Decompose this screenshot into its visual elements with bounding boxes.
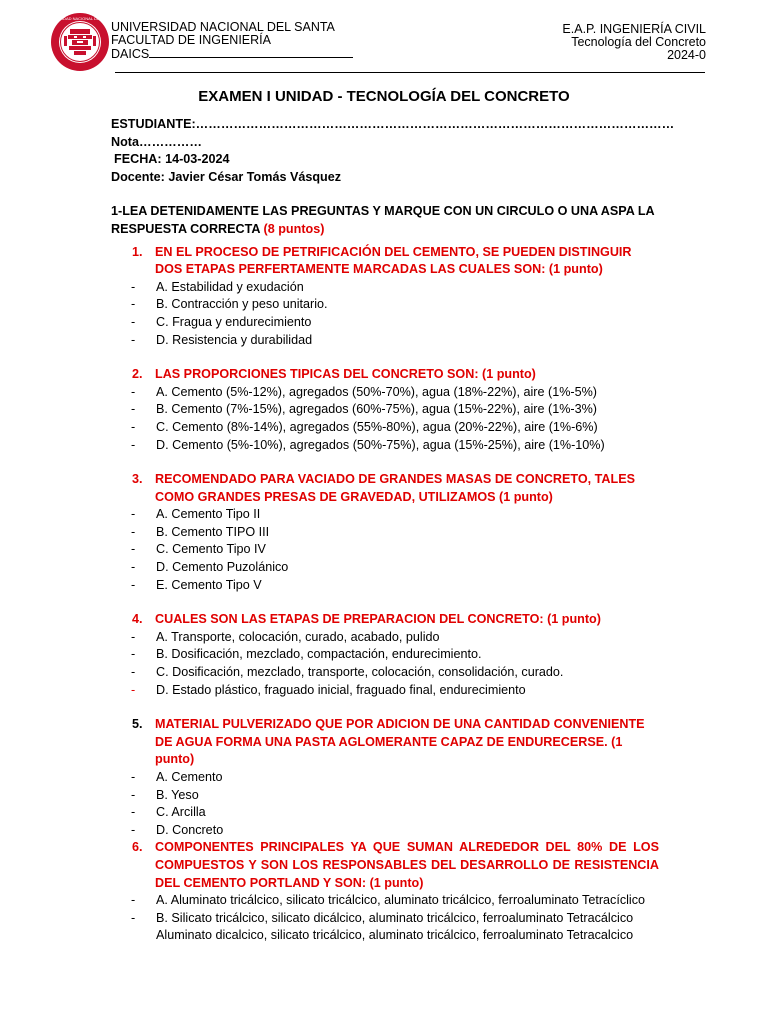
option: - C. Dosificación, mezclado, transporte, colocación, consolidación, curado. <box>131 664 659 682</box>
option-text: B. Silicato tricálcico, silicato dicálcico, aluminato tricálcico, ferroaluminato Tetracálcico Aluminato dicalcico, silicato tricálcico, aluminato tricálcico, ferroaluminato Tetracalcico <box>156 910 634 943</box>
section-instructions <box>111 203 659 238</box>
option-text: C. Dosificación, mezclado, transporte, colocación, consolidación, curado. <box>156 665 564 680</box>
option: - E. Cemento Tipo V <box>131 577 659 595</box>
option: - A. Aluminato tricálcico, silicato tricálcico, aluminato tricálcico, ferroaluminato Tetracíclico <box>131 892 659 910</box>
option-text: A. Cemento (5%-12%), agregados (50%-70%), agua (18%-22%), aire (1%-5%) <box>156 384 597 399</box>
option: - A. Estabilidad y exudación <box>131 279 659 297</box>
question-5 <box>111 716 659 769</box>
question-text: EN EL PROCESO DE PETRIFICACIÓN DEL CEMENTO, SE PUEDEN DISTINGUIR DOS ETAPAS PERFERTAMENTE MARCADAS LAS CUALES SON: (1 punto) <box>155 244 632 277</box>
option: - A. Cemento Tipo II <box>131 506 659 524</box>
school-name: E.A.P. INGENIERÍA CIVIL <box>562 22 706 36</box>
question-6 <box>111 839 659 892</box>
question-text: MATERIAL PULVERIZADO QUE POR ADICION DE UNA CANTIDAD CONVENIENTE DE AGUA FORMA UNA PASTA AGLOMERANTE CAPAZ DE ENDURECERSE. (1 punto) <box>155 717 645 767</box>
course-name: Tecnología del Concreto <box>571 35 706 49</box>
option: - A. Cemento (5%-12%), agregados (50%-70%), agua (18%-22%), aire (1%-5%) <box>131 384 659 402</box>
question-number: 3. <box>132 472 143 487</box>
option: - D. Cemento (5%-10%), agregados (50%-75%), agua (15%-25%), aire (1%-10%) <box>131 437 659 455</box>
option-text: B. Yeso <box>156 787 199 802</box>
option-text: D. Estado plástico, fraguado inicial, fraguado final, endurecimiento <box>156 682 526 697</box>
question-text: CUALES SON LAS ETAPAS DE PREPARACION DEL CONCRETO: (1 punto) <box>155 612 601 627</box>
question-text: RECOMENDADO PARA VACIADO DE GRANDES MASAS DE CONCRETO, TALES COMO GRANDES PRESAS DE GRAVEDAD, UTILIZAMOS (1 punto) <box>155 472 635 504</box>
faculty-name: FACULTAD DE INGENIERÍA <box>111 33 271 47</box>
header-institution <box>111 21 353 61</box>
option: - B. Cemento (7%-15%), agregados (60%-75%), agua (15%-22%), aire (1%-3%) <box>131 401 659 419</box>
question-number: 6. <box>132 840 143 855</box>
option-text: D. Cemento (5%-10%), agregados (50%-75%), agua (15%-25%), aire (1%-10%) <box>156 437 605 452</box>
option-text: A. Cemento <box>156 770 223 784</box>
option-text: D. Cemento Puzolánico <box>156 560 289 575</box>
option-text: B. Cemento TIPO III <box>156 524 270 539</box>
option: - D. Concreto <box>131 822 659 840</box>
option: - B. Cemento TIPO III <box>131 524 659 542</box>
exam-title: EXAMEN I UNIDAD - TECNOLOGÍA DEL CONCRETO <box>198 88 570 105</box>
option: - B. Yeso <box>131 787 659 805</box>
option-text: C. Cemento (8%-14%), agregados (55%-80%), agua (20%-22%), aire (1%-6%) <box>156 419 598 434</box>
option: - A. Transporte, colocación, curado, acabado, pulido <box>131 629 659 647</box>
exam-body <box>111 116 675 945</box>
question-number: 1. <box>132 244 143 259</box>
section-text: 1-LEA DETENIDAMENTE LAS PREGUNTAS Y MARQUE CON UN CIRCULO O UNA ASPA LA RESPUESTA CORRECTA <box>111 204 655 236</box>
option-text: A. Transporte, colocación, curado, acabado, pulido <box>156 629 440 644</box>
department-name: DAICS <box>111 47 150 61</box>
question-1 <box>111 244 659 279</box>
header-course <box>562 23 706 62</box>
student-line: ESTUDIANTE:…………………………………………………………………………………………………… Nota…………… <box>111 117 675 149</box>
option: - B. Dosificación, mezclado, compactación, endurecimiento. <box>131 646 659 664</box>
department-underline <box>149 47 353 58</box>
university-seal-icon <box>44 12 116 72</box>
option-text: A. Estabilidad y exudación <box>156 279 304 294</box>
question-text: COMPONENTES PRINCIPALES YA QUE SUMAN ALREDEDOR DEL 80% DE LOS COMPUESTOS Y SON LOS RESPONSABLES DEL DESARROLLO DE RESISTENCIA DEL CEMENTO PORTLAND Y SON: (1 punto) <box>155 840 659 890</box>
question-4 <box>111 611 659 629</box>
option-text: A. Cemento Tipo II <box>156 507 261 522</box>
option-text: A. Aluminato tricálcico, silicato tricálcico, aluminato tricálcico, ferroaluminato Tetracíclico <box>156 893 646 908</box>
option: - B. Silicato tricálcico, silicato dicálcico, aluminato tricálcico, ferroaluminato Tetracálcico Aluminato dicalcico, silicato tricálcico, aluminato tricálcico, ferroaluminato Tetracalcico <box>131 910 659 945</box>
option: - B. Contracción y peso unitario. <box>131 296 659 314</box>
option: - D. Estado plástico, fraguado inicial, fraguado final, endurecimiento <box>131 682 659 700</box>
question-number: 5. <box>132 717 143 732</box>
option-text: D. Concreto <box>156 822 224 837</box>
option-text: C. Cemento Tipo IV <box>156 542 266 557</box>
option-text: E. Cemento Tipo V <box>156 577 262 592</box>
option: - C. Cemento (8%-14%), agregados (55%-80%), agua (20%-22%), aire (1%-6%) <box>131 419 659 437</box>
section-points: (8 puntos) <box>263 221 325 236</box>
teacher-line: Docente: Javier César Tomás Vásquez <box>111 169 342 184</box>
date-line: FECHA: 14-03-2024 <box>114 152 230 167</box>
question-number: 4. <box>132 612 143 627</box>
question-text: LAS PROPORCIONES TIPICAS DEL CONCRETO SON: (1 punto) <box>155 367 536 382</box>
option: - C. Arcilla <box>131 804 659 822</box>
option: - C. Cemento Tipo IV <box>131 541 659 559</box>
svg-text:UNIVERSIDAD NACIONAL DEL SANTA: UNIVERSIDAD NACIONAL DEL SANTA <box>44 16 116 21</box>
option: - A. Cemento <box>131 769 659 787</box>
question-2 <box>111 366 659 384</box>
option-text: B. Dosificación, mezclado, compactación, endurecimiento. <box>156 647 482 662</box>
header-rule <box>115 72 705 73</box>
option-text: C. Arcilla <box>156 805 206 820</box>
question-number: 2. <box>132 367 143 382</box>
academic-period: 2024-0 <box>667 48 706 62</box>
option-text: B. Cemento (7%-15%), agregados (60%-75%), agua (15%-22%), aire (1%-3%) <box>156 402 597 417</box>
option-text: C. Fragua y endurecimiento <box>156 314 312 329</box>
question-3 <box>111 471 659 506</box>
option: - C. Fragua y endurecimiento <box>131 314 659 332</box>
university-name: UNIVERSIDAD NACIONAL DEL SANTA <box>111 20 335 34</box>
option: - D. Cemento Puzolánico <box>131 559 659 577</box>
option-text: B. Contracción y peso unitario. <box>156 297 328 312</box>
option: - D. Resistencia y durabilidad <box>131 332 659 350</box>
option-text: D. Resistencia y durabilidad <box>156 332 313 347</box>
